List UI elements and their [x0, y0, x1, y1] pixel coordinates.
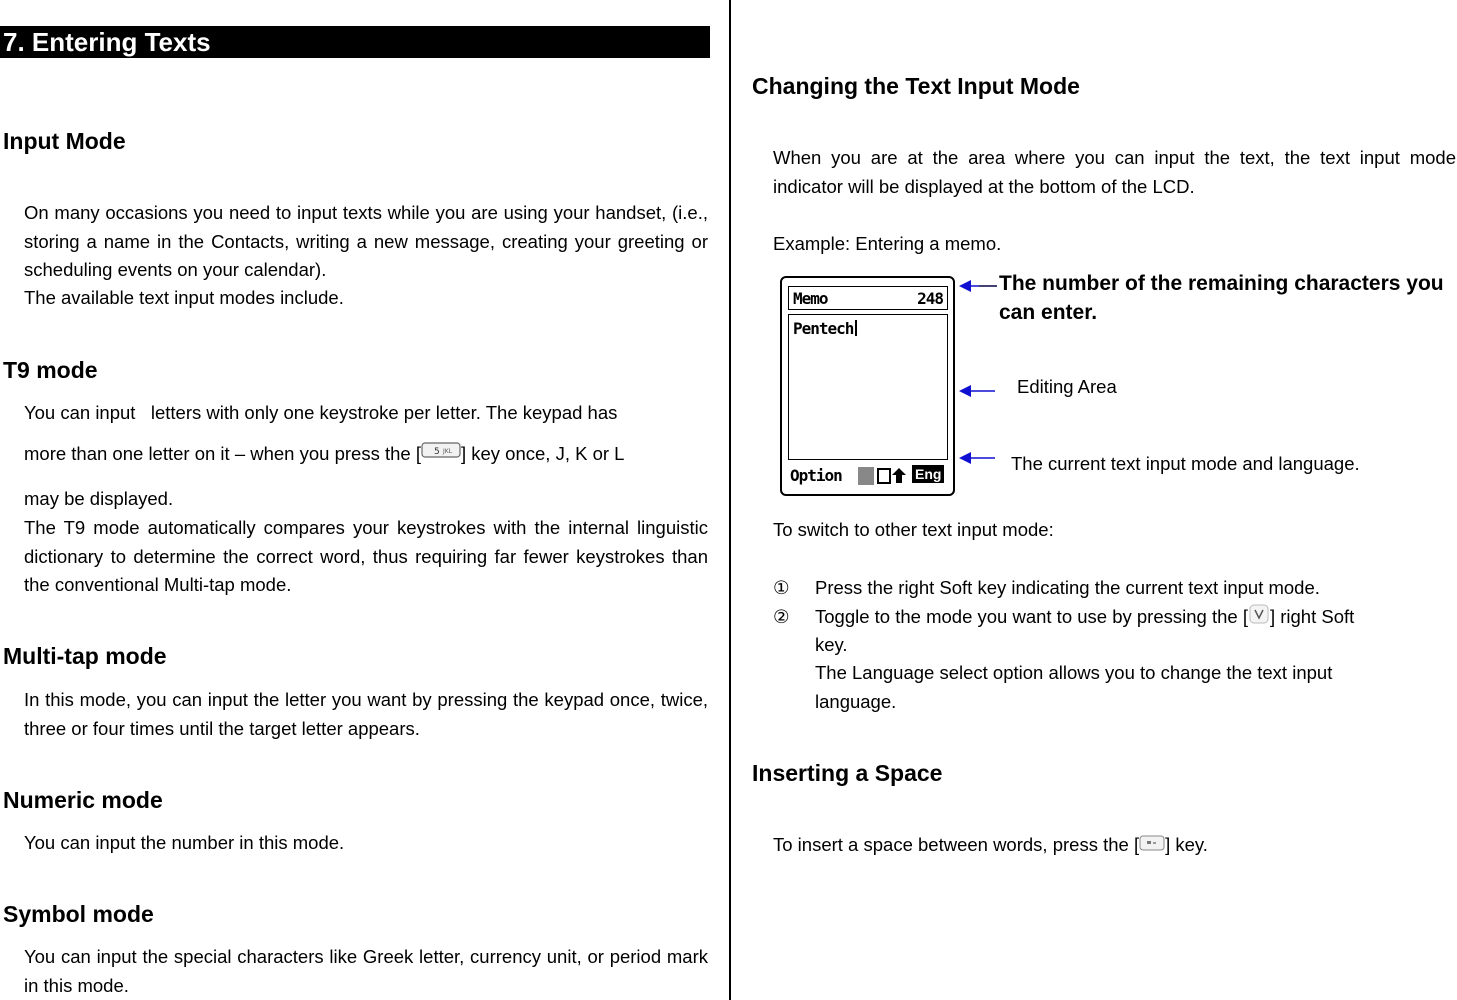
svg-text:JKL: JKL: [442, 448, 453, 456]
inserting-space-paragraph: [773, 831, 1456, 860]
inserting-space-heading: Inserting a Space: [752, 760, 943, 786]
arrow-editing-icon: [957, 381, 999, 401]
step-1-number: ①: [773, 577, 790, 598]
numeric-paragraph: You can input the number in this mode.: [24, 832, 345, 853]
mode-symbols-icon: [858, 466, 910, 491]
changing-mode-paragraph: When you are at the area where you can input the text, the text input mode indicator will be displayed at the bottom of the LCD.: [773, 147, 1456, 197]
key-5-icon: [421, 441, 461, 469]
arrow-remaining-icon: [957, 276, 999, 296]
t9-line-1: You can input letters with only one keystroke per letter. The keypad has: [24, 402, 618, 423]
multitap-mode-heading: Multi-tap mode: [3, 643, 167, 669]
changing-mode-heading: Changing the Text Input Mode: [752, 73, 1080, 99]
step-2-continuation: key.: [815, 634, 848, 655]
step-2-line-1: [815, 603, 1455, 634]
column-divider: [729, 0, 731, 1000]
step-2-note: The Language select option allows you to change the text input language.: [815, 662, 1333, 712]
t9-line-3: may be displayed.: [24, 488, 174, 509]
step-1-text: Press the right Soft key indicating the current text input mode.: [815, 577, 1320, 598]
phone-title-bar: [788, 286, 948, 310]
phone-screen: [780, 276, 955, 496]
annotation-editing-area: Editing Area: [1017, 376, 1117, 397]
step-2-text-start: Toggle to the mode you want to use by pressing the [: [815, 606, 1248, 628]
input-mode-list-intro: The available text input modes include.: [24, 287, 344, 308]
switch-intro: To switch to other text input mode:: [773, 519, 1054, 540]
phone-mode-indicator: Eng: [912, 465, 944, 483]
svg-text:5: 5: [433, 447, 440, 458]
arrow-mode-icon: [957, 448, 999, 468]
phone-title: Memo: [793, 289, 828, 308]
space-text-end: ] key.: [1165, 834, 1208, 855]
t9-line-2: [24, 440, 708, 469]
step-2-number: ②: [773, 606, 790, 627]
symbol-mode-heading: Symbol mode: [3, 901, 154, 927]
t9-line-2-start: more than one letter on it – when you press the [: [24, 443, 421, 464]
phone-softkey-bar: [788, 464, 948, 488]
multitap-paragraph: In this mode, you can input the letter you want by pressing the keypad once, twice, three or four times until the target letter appears.: [24, 689, 708, 739]
step-2-text-end: ] right Soft: [1269, 606, 1355, 628]
phone-editing-area: [788, 314, 948, 460]
phone-softkey-option: Option: [790, 466, 842, 485]
space-text-start: To insert a space between words, press the [: [773, 834, 1140, 855]
example-label: Example: Entering a memo.: [773, 233, 1002, 254]
phone-entered-text: Pentech: [793, 319, 854, 338]
annotation-remaining-chars: The number of the remaining characters you can enter.: [999, 272, 1444, 324]
chapter-title: 7. Entering Texts: [0, 26, 710, 58]
right-softkey-icon: [1248, 603, 1270, 634]
numeric-mode-heading: Numeric mode: [3, 787, 163, 813]
phone-char-counter: 248: [917, 289, 943, 308]
symbol-paragraph: You can input the special characters like Greek letter, currency unit, or period mark in this mode.: [24, 946, 708, 996]
input-mode-paragraph: On many occasions you need to input texts while you are using your handset, (i.e., storing a name in the Contacts, writing a new message, creating your greeting or scheduling events on your calendar).: [24, 202, 708, 281]
t9-line-2-end: ] key once, J, K or L: [460, 443, 625, 464]
input-mode-heading: Input Mode: [3, 128, 126, 154]
t9-mode-heading: T9 mode: [3, 357, 98, 383]
annotation-current-mode: The current text input mode and language.: [1011, 453, 1360, 474]
t9-paragraph-2: The T9 mode automatically compares your keystrokes with the internal linguistic dictionary to determine the correct word, thus requiring far fewer keystrokes than the conventional Multi-tap mode.: [24, 517, 708, 596]
text-cursor: [855, 320, 857, 336]
space-key-icon: [1139, 832, 1165, 861]
